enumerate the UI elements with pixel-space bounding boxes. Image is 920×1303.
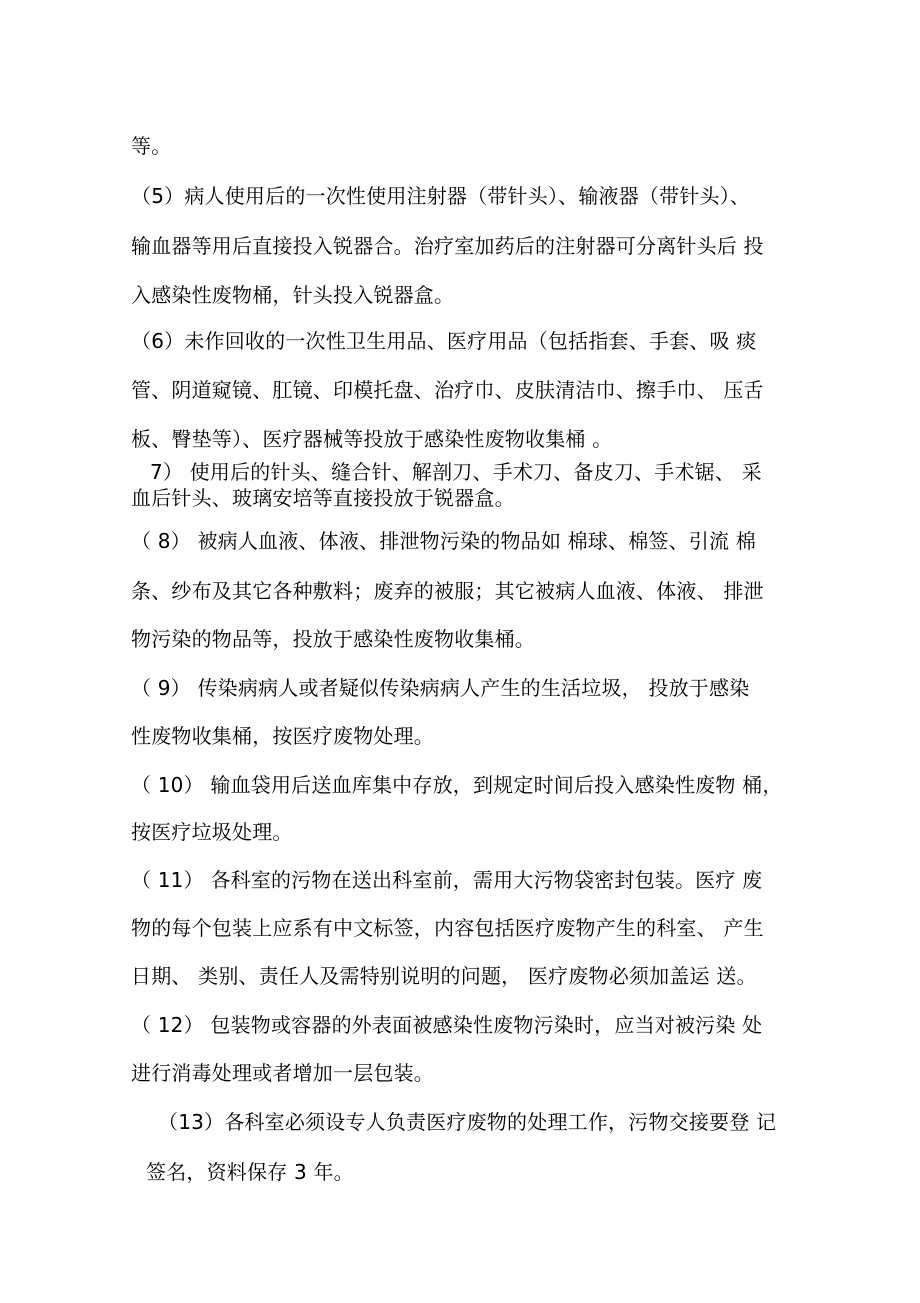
text-line-21: 进行消毒处理或者增加一层包装。 xyxy=(131,1061,434,1085)
text-line-18: 物的每个包装上应系有中文标签，内容包括医疗废物产生的科室、 产生 xyxy=(131,916,764,940)
text-line-3: 输血器等用后直接投入锐器合。治疗室加药后的注射器可分离针头后 投 xyxy=(131,234,764,258)
text-line-7: 板、臀垫等）、医疗器械等投放于感染性废物收集桶 。 xyxy=(131,427,613,451)
text-line-5: （6）未作回收的一次性卫生用品、医疗用品（包括指套、手套、吸 痰 xyxy=(131,329,757,353)
text-line-19: 日期、 类别、责任人及需特别说明的问题， 医疗废物必须加盖运 送。 xyxy=(131,964,757,988)
text-line-8: 7） 使用后的针头、缝合针、解剖刀、手术刀、备皮刀、手术锯、 采 xyxy=(150,460,762,484)
text-line-15: （ 10） 输血袋用后送血库集中存放，到规定时间后投入感染性废物 桶， xyxy=(131,773,783,797)
text-line-2: （5）病人使用后的一次性使用注射器（带针头）、输液器（带针头）、 xyxy=(131,184,751,208)
text-line-10: （ 8） 被病人血液、体液、排泄物污染的物品如 棉球、棉签、引流 棉 xyxy=(131,529,756,553)
text-line-13: （ 9） 传染病病人或者疑似传染病病人产生的生活垃圾， 投放于感染 xyxy=(131,676,750,700)
text-line-4: 入感染性废物桶，针头投入锐器盒。 xyxy=(131,283,455,307)
text-line-17: （ 11） 各科室的污物在送出科室前，需用大污物袋密封包装。医疗 废 xyxy=(131,868,763,892)
text-line-9: 血后针头、玻璃安培等直接投放于锐器盒。 xyxy=(131,486,515,510)
text-line-11: 条、纱布及其它各种敷料；废弃的被服；其它被病人血液、体液、 排泄 xyxy=(131,579,764,603)
text-line-16: 按医疗垃圾处理。 xyxy=(131,820,293,844)
text-line-20: （ 12） 包装物或容器的外表面被感染性废物污染时，应当对被污染 处 xyxy=(131,1013,763,1037)
text-line-22: （13）各科室必须设专人负责医疗废物的处理工作，污物交接要登 记 xyxy=(158,1110,777,1134)
text-line-23: 签名，资料保存 3 年。 xyxy=(146,1160,354,1184)
text-line-12: 物污染的物品等，投放于感染性废物收集桶。 xyxy=(131,627,535,651)
text-line-1: 等。 xyxy=(131,134,172,158)
text-line-14: 性废物收集桶，按医疗废物处理。 xyxy=(131,724,434,748)
text-line-6: 管、阴道窥镜、肛镜、印模托盘、治疗巾、皮肤清洁巾、擦手巾、 压舌 xyxy=(131,378,764,402)
